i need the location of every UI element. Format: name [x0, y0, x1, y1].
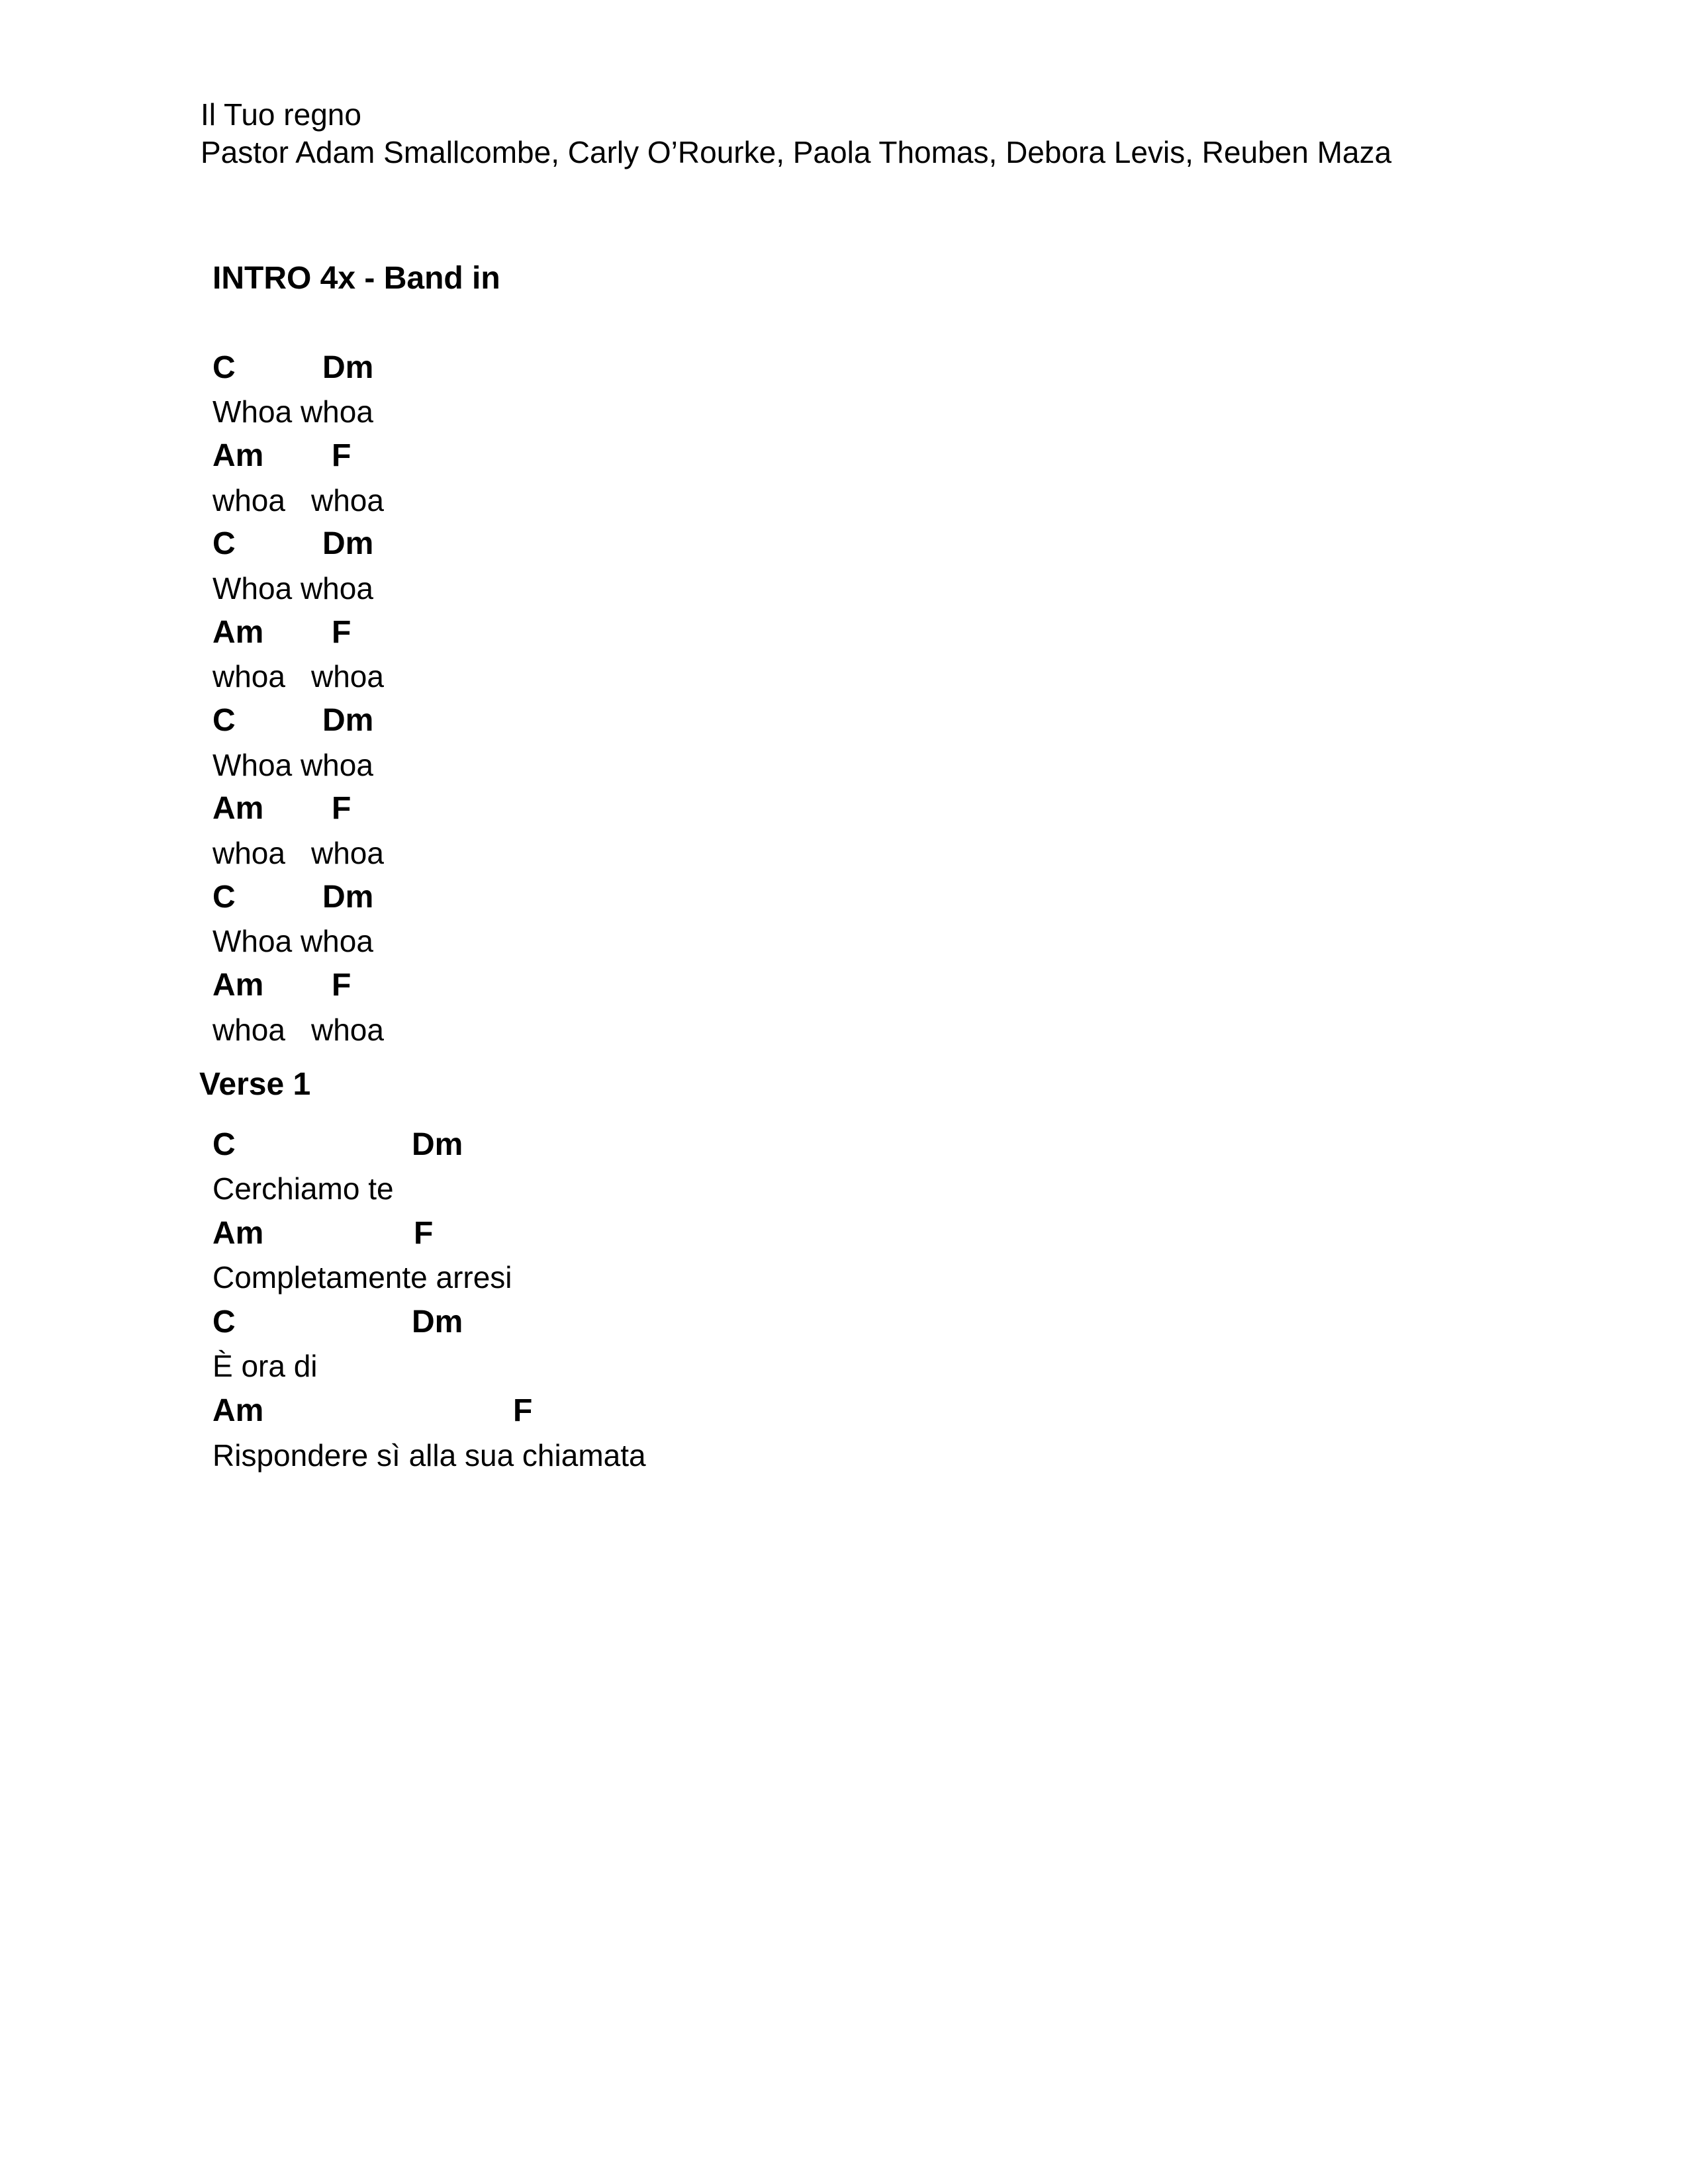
chord-line	[0, 434, 596, 478]
lyric-line	[0, 1167, 794, 1210]
chord: C	[212, 1127, 236, 1162]
chord-line	[0, 522, 596, 566]
chord: Dm	[322, 526, 374, 561]
chord-line	[0, 1123, 794, 1167]
chord-line	[0, 876, 596, 919]
chord: F	[332, 791, 352, 826]
lyric-line	[0, 919, 596, 963]
lyric-line	[0, 478, 596, 522]
lyric-line	[0, 1344, 794, 1388]
lyric: Rispondere sì alla sua chiamata	[212, 1438, 646, 1473]
song-title: Il Tuo regno	[201, 97, 361, 132]
chord-line	[0, 1389, 794, 1433]
chord-line	[0, 1300, 794, 1344]
chord: Am	[212, 1216, 264, 1251]
chord: Dm	[412, 1127, 463, 1162]
chord-line	[0, 346, 596, 390]
lyric: whoa	[311, 659, 384, 694]
chord: C	[212, 350, 236, 385]
lyric-line	[0, 1433, 794, 1477]
section-heading-verse-1: Verse 1	[199, 1067, 311, 1102]
chord-line	[0, 787, 596, 831]
chord-line	[0, 1212, 794, 1255]
lyric: Whoa whoa	[212, 394, 373, 429]
chord: Am	[212, 1393, 264, 1428]
chord: Dm	[322, 703, 374, 738]
chord: C	[212, 526, 236, 561]
section-heading-intro: INTRO 4x - Band in	[212, 261, 500, 296]
lyric: whoa	[212, 1013, 285, 1047]
lyric: whoa	[311, 836, 384, 870]
lyric: Whoa whoa	[212, 748, 373, 782]
lyric-line	[0, 567, 596, 610]
lyric-line	[0, 655, 596, 698]
chord: F	[332, 615, 352, 650]
chord-line	[0, 611, 596, 655]
chord: C	[212, 703, 236, 738]
chord: Dm	[322, 880, 374, 915]
lyric: whoa	[212, 659, 285, 694]
lyric-line	[0, 831, 596, 875]
lyric: whoa	[311, 1013, 384, 1047]
lyric: Whoa whoa	[212, 924, 373, 958]
chord: Am	[212, 791, 264, 826]
lyric: whoa	[311, 483, 384, 518]
chord: Am	[212, 615, 264, 650]
lyric: Completamente arresi	[212, 1260, 512, 1295]
chord: C	[212, 880, 236, 915]
chord: Dm	[322, 350, 374, 385]
chord: F	[332, 438, 352, 473]
chord-line	[0, 699, 596, 743]
chord: F	[513, 1393, 533, 1428]
lyric-line	[0, 390, 596, 433]
chord: C	[212, 1304, 236, 1340]
chord-line	[0, 964, 596, 1007]
song-authors: Pastor Adam Smallcombe, Carly O’Rourke, Paola Thomas, Debora Levis, Reuben Maza	[201, 135, 1392, 169]
chord: Am	[212, 438, 264, 473]
lyric-line	[0, 743, 596, 787]
chord: F	[414, 1216, 434, 1251]
lyric-line	[0, 1008, 596, 1052]
lyric-line	[0, 1255, 794, 1299]
lyric: Whoa whoa	[212, 571, 373, 606]
lyric: whoa	[212, 483, 285, 518]
chord: Dm	[412, 1304, 463, 1340]
lyric: Cerchiamo te	[212, 1171, 394, 1206]
chord: Am	[212, 968, 264, 1003]
chord: F	[332, 968, 352, 1003]
lyric: whoa	[212, 836, 285, 870]
lyric: È ora di	[212, 1349, 318, 1383]
